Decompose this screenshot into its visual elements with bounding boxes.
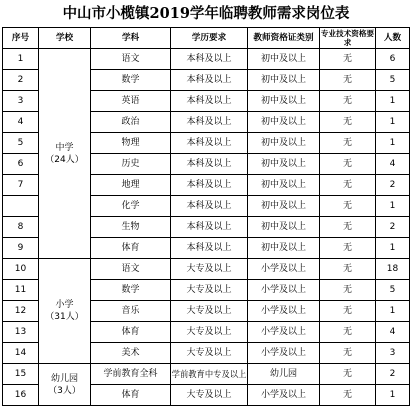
row-certificate: 初中及以上 — [248, 175, 320, 196]
row-count: 2 — [376, 217, 410, 238]
row-education: 大专及以上 — [171, 259, 248, 280]
row-count: 1 — [376, 196, 410, 217]
header-no: 序号 — [3, 28, 39, 49]
school-count: （31人） — [45, 312, 84, 322]
row-subject: 数学 — [91, 280, 171, 301]
row-education: 大专及以上 — [171, 322, 248, 343]
school-kindergarten — [39, 364, 91, 406]
row-subject: 学前教育全科 — [91, 364, 171, 385]
school-primary — [39, 259, 91, 364]
row-tech: 无 — [320, 91, 376, 112]
row-no: 2 — [3, 70, 39, 91]
row-subject: 生物 — [91, 217, 171, 238]
row-tech: 无 — [320, 217, 376, 238]
header-school: 学校 — [39, 28, 91, 49]
row-subject: 体育 — [91, 322, 171, 343]
row-no: 15 — [3, 364, 39, 385]
row-subject: 政治 — [91, 112, 171, 133]
row-count: 1 — [376, 112, 410, 133]
row-tech: 无 — [320, 112, 376, 133]
row-count: 2 — [376, 175, 410, 196]
row-education: 本科及以上 — [171, 133, 248, 154]
row-count: 1 — [376, 385, 410, 406]
row-no: 14 — [3, 343, 39, 364]
row-subject: 语文 — [91, 259, 171, 280]
row-no: 6 — [3, 154, 39, 175]
row-count: 5 — [376, 280, 410, 301]
table-row — [3, 259, 410, 280]
row-education: 大专及以上 — [171, 280, 248, 301]
row-subject: 体育 — [91, 385, 171, 406]
row-no: 13 — [3, 322, 39, 343]
row-tech: 无 — [320, 154, 376, 175]
row-certificate: 小学及以上 — [248, 385, 320, 406]
row-subject: 化学 — [91, 196, 171, 217]
row-subject: 英语 — [91, 91, 171, 112]
row-subject: 体育 — [91, 238, 171, 259]
school-count: （3人） — [48, 385, 81, 396]
row-certificate: 小学及以上 — [248, 259, 320, 280]
table-row — [3, 364, 410, 385]
row-certificate: 小学及以上 — [248, 301, 320, 322]
table-row — [3, 49, 410, 70]
row-certificate: 初中及以上 — [248, 133, 320, 154]
row-tech: 无 — [320, 301, 376, 322]
row-no: 5 — [3, 133, 39, 154]
row-subject: 美术 — [91, 343, 171, 364]
row-no: 1 — [3, 49, 39, 70]
row-tech: 无 — [320, 322, 376, 343]
row-certificate: 小学及以上 — [248, 280, 320, 301]
row-count: 1 — [376, 133, 410, 154]
row-education: 本科及以上 — [171, 196, 248, 217]
row-education: 学前教育中专及以上 — [171, 364, 248, 385]
row-no: 10 — [3, 259, 39, 280]
row-count: 2 — [376, 364, 410, 385]
row-count: 4 — [376, 322, 410, 343]
row-tech: 无 — [320, 280, 376, 301]
row-education: 本科及以上 — [171, 238, 248, 259]
header-row — [3, 28, 410, 49]
school-name: 中学 — [55, 142, 74, 153]
page-title: 中山市小榄镇2019学年临聘教师需求岗位表 — [62, 5, 350, 22]
row-certificate: 初中及以上 — [248, 91, 320, 112]
row-certificate: 小学及以上 — [248, 343, 320, 364]
row-count: 18 — [376, 259, 410, 280]
row-subject: 地理 — [91, 175, 171, 196]
row-education: 大专及以上 — [171, 385, 248, 406]
row-tech: 无 — [320, 175, 376, 196]
row-certificate: 初中及以上 — [248, 70, 320, 91]
header-count: 人数 — [376, 28, 410, 49]
header-education: 学历要求 — [171, 28, 248, 49]
positions-table — [2, 27, 410, 406]
row-subject: 音乐 — [91, 301, 171, 322]
row-tech: 无 — [320, 259, 376, 280]
row-count: 5 — [376, 70, 410, 91]
row-subject: 语文 — [91, 49, 171, 70]
row-tech: 无 — [320, 343, 376, 364]
row-education: 本科及以上 — [171, 154, 248, 175]
row-education: 本科及以上 — [171, 217, 248, 238]
row-education: 本科及以上 — [171, 70, 248, 91]
row-education: 本科及以上 — [171, 49, 248, 70]
row-count: 1 — [376, 238, 410, 259]
row-no: 11 — [3, 280, 39, 301]
row-education: 本科及以上 — [171, 112, 248, 133]
school-name: 小学 — [55, 300, 74, 310]
row-certificate: 初中及以上 — [248, 196, 320, 217]
header-certificate: 教师资格证类别 — [248, 28, 320, 49]
row-count: 4 — [376, 154, 410, 175]
row-no: 7 — [3, 175, 39, 196]
school-count: （24人） — [45, 154, 84, 165]
row-tech: 无 — [320, 238, 376, 259]
row-certificate: 初中及以上 — [248, 238, 320, 259]
header-subject: 学科 — [91, 28, 171, 49]
row-count: 3 — [376, 343, 410, 364]
school-middle — [39, 49, 91, 259]
row-no: 12 — [3, 301, 39, 322]
row-subject: 数学 — [91, 70, 171, 91]
row-certificate: 幼儿园 — [248, 364, 320, 385]
header-tech-qualification: 专业技术资格要求 — [320, 29, 375, 47]
row-certificate: 初中及以上 — [248, 154, 320, 175]
row-certificate: 初中及以上 — [248, 49, 320, 70]
row-count: 1 — [376, 91, 410, 112]
row-no: 9 — [3, 238, 39, 259]
row-education: 本科及以上 — [171, 175, 248, 196]
row-tech: 无 — [320, 364, 376, 385]
row-subject: 物理 — [91, 133, 171, 154]
row-no: 3 — [3, 91, 39, 112]
row-count: 6 — [376, 49, 410, 70]
row-no: 8 — [3, 217, 39, 238]
row-certificate: 小学及以上 — [248, 322, 320, 343]
row-tech: 无 — [320, 49, 376, 70]
row-no: 4 — [3, 112, 39, 133]
row-no: 16 — [3, 385, 39, 406]
row-tech: 无 — [320, 385, 376, 406]
row-no — [3, 196, 39, 217]
row-tech: 无 — [320, 133, 376, 154]
row-education: 大专及以上 — [171, 301, 248, 322]
row-tech: 无 — [320, 196, 376, 217]
school-name: 幼儿园 — [50, 373, 78, 384]
row-education: 大专及以上 — [171, 343, 248, 364]
row-count: 1 — [376, 301, 410, 322]
row-certificate: 初中及以上 — [248, 217, 320, 238]
row-education: 本科及以上 — [171, 91, 248, 112]
row-certificate: 初中及以上 — [248, 112, 320, 133]
row-subject: 历史 — [91, 154, 171, 175]
row-tech: 无 — [320, 70, 376, 91]
